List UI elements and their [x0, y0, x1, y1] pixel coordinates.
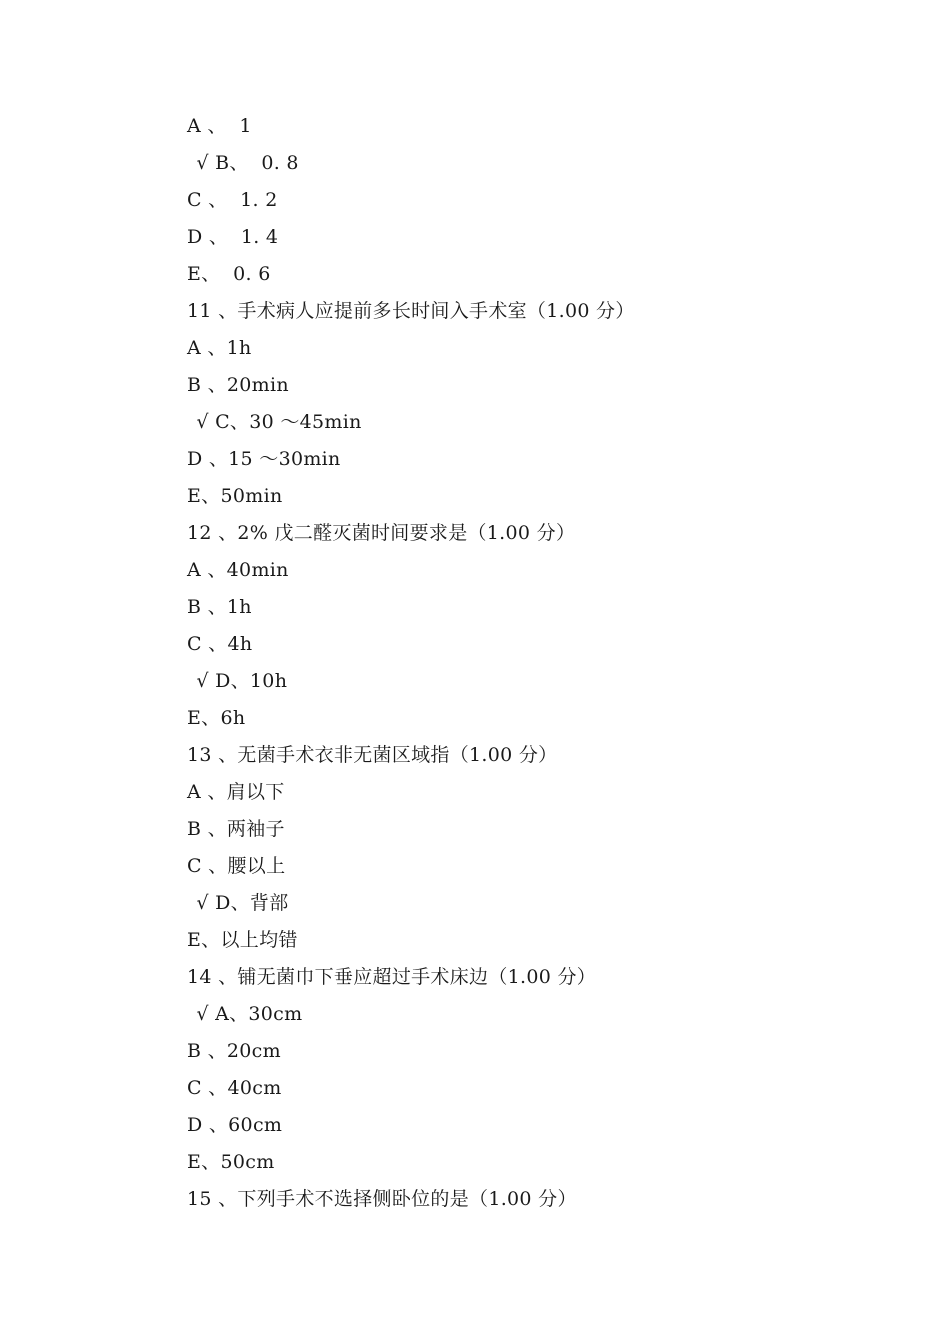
- answer-option: C 、4h: [187, 633, 253, 655]
- question-text: 11 、手术病人应提前多长时间入手术室（1.00 分）: [187, 300, 635, 322]
- answer-option: E、 0. 6: [187, 263, 271, 285]
- answer-option: B 、20min: [187, 374, 289, 396]
- answer-option: E、50cm: [187, 1151, 275, 1173]
- answer-option: C 、腰以上: [187, 855, 286, 877]
- answer-option: E、6h: [187, 707, 246, 729]
- answer-option: C 、40cm: [187, 1077, 282, 1099]
- answer-option: A 、1h: [187, 337, 252, 359]
- answer-option: B 、1h: [187, 596, 252, 618]
- answer-option: A 、 1: [187, 115, 252, 137]
- answer-option-correct: √ A、30cm: [190, 1003, 303, 1025]
- answer-option: D 、60cm: [187, 1114, 283, 1136]
- answer-option-correct: √ D、10h: [190, 670, 288, 692]
- question-text: 14 、铺无菌巾下垂应超过手术床边（1.00 分）: [187, 966, 597, 988]
- question-text: 15 、下列手术不选择侧卧位的是（1.00 分）: [187, 1188, 577, 1210]
- question-text: 12 、2% 戊二醛灭菌时间要求是（1.00 分）: [187, 522, 576, 544]
- answer-option: E、以上均错: [187, 929, 298, 951]
- answer-option: D 、 1. 4: [187, 226, 279, 248]
- answer-option-correct: √ C、30 ～45min: [190, 411, 362, 433]
- answer-option: C 、 1. 2: [187, 189, 278, 211]
- answer-option: A 、肩以下: [187, 781, 285, 803]
- answer-option-correct: √ D、背部: [190, 892, 289, 914]
- answer-option: A 、40min: [187, 559, 289, 581]
- answer-option-correct: √ B、 0. 8: [190, 152, 299, 174]
- answer-option: E、50min: [187, 485, 283, 507]
- answer-option: B 、两袖子: [187, 818, 285, 840]
- question-text: 13 、无菌手术衣非无菌区域指（1.00 分）: [187, 744, 558, 766]
- answer-option: B 、20cm: [187, 1040, 281, 1062]
- answer-option: D 、15 ～30min: [187, 448, 341, 470]
